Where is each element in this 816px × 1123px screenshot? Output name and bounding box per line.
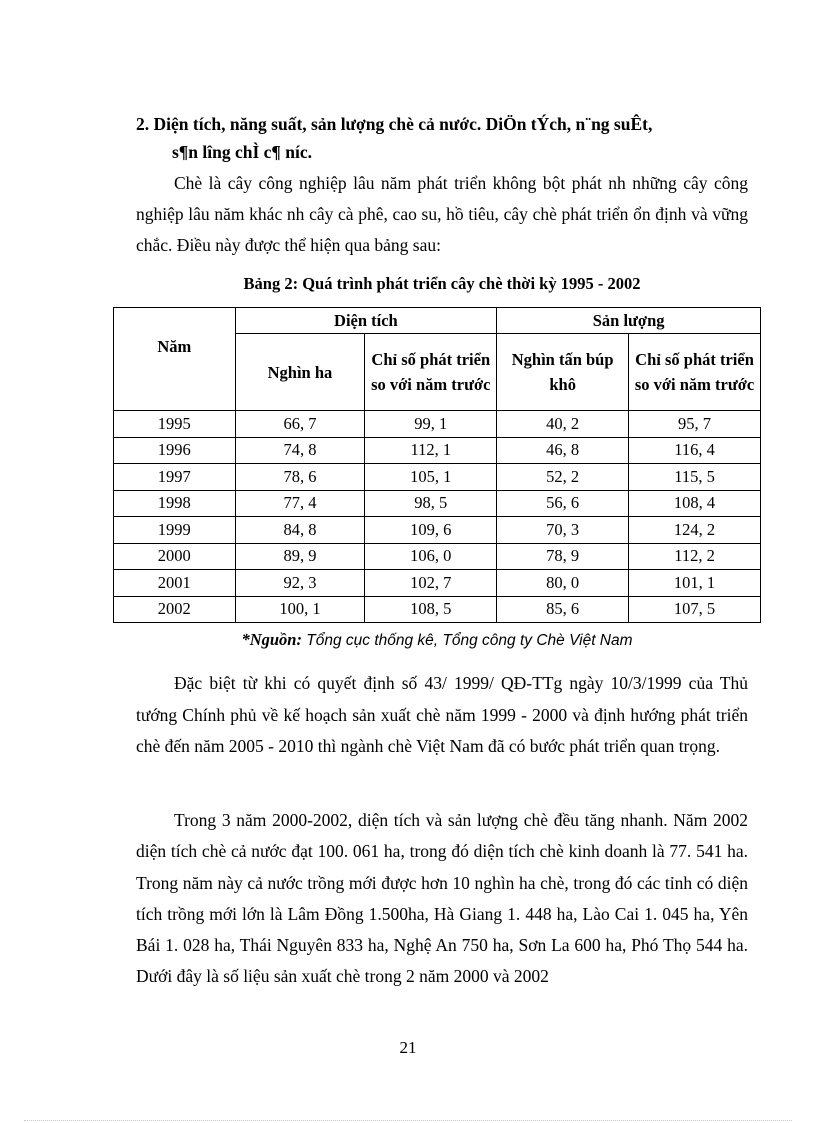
cell-output-index: 108, 4: [629, 490, 761, 517]
source-note: [113, 630, 761, 650]
cell-output: 52, 2: [497, 464, 629, 491]
cell-area: 100, 1: [235, 596, 365, 623]
cell-year: 1996: [114, 437, 236, 464]
table-title: Bảng 2: Quá trình phát triển cây chè thời kỳ 1995 - 2002: [243, 274, 641, 293]
cell-area: 74, 8: [235, 437, 365, 464]
table-row: [114, 596, 761, 623]
table-header-group-row: [114, 308, 761, 334]
cell-year: 1997: [114, 464, 236, 491]
cell-output: 80, 0: [497, 570, 629, 597]
cell-area: 84, 8: [235, 517, 365, 544]
cell-year: 1999: [114, 517, 236, 544]
header-output-value: Nghìn tấn búp khô: [497, 334, 629, 411]
cell-output: 40, 2: [497, 411, 629, 438]
tea-development-table: [113, 307, 761, 623]
section-heading-line2: s¶n lîng chÌ c¶ níc.: [172, 142, 312, 162]
header-area-group: Diện tích: [235, 308, 497, 334]
header-output-group: Sản lượng: [497, 308, 761, 334]
cell-output-index: 115, 5: [629, 464, 761, 491]
header-area-value: Nghìn ha: [235, 334, 365, 411]
cell-output: 56, 6: [497, 490, 629, 517]
cell-output-index: 124, 2: [629, 517, 761, 544]
cell-year: 2002: [114, 596, 236, 623]
cell-year: 1995: [114, 411, 236, 438]
cell-area-index: 109, 6: [365, 517, 497, 544]
source-text: Tổng cục thống kê, Tổng công ty Chè Việt Nam: [301, 632, 633, 649]
cell-area: 66, 7: [235, 411, 365, 438]
header-area-index: Chỉ số phát triển so với năm trước: [365, 334, 497, 411]
table-row: [114, 490, 761, 517]
section-heading-line1: 2. Diện tích, năng suất, sản lượng chè cả nước. DiÖn tÝch, n¨ng suÊt,: [136, 114, 653, 134]
cell-area: 89, 9: [235, 543, 365, 570]
source-label: *Nguồn:: [241, 630, 302, 649]
cell-year: 2001: [114, 570, 236, 597]
growth-paragraph: Trong 3 năm 2000-2002, diện tích và sản lượng chè đều tăng nhanh. Năm 2002 diện tích chè cả nước đạt 100. 061 ha, trong đó diện tích chè kinh doanh là 77. 541 ha. Trong năm này cả nước trồng mới được hơn 10 nghìn ha chè, trong đó các tỉnh có diện tích trồng mới lớn là Lâm Đồng 1.500ha, Hà Giang 1. 448 ha, Lào Cai 1. 045 ha, Yên Bái 1. 028 ha, Thái Nguyên 833 ha, Nghệ An 750 ha, Sơn La 600 ha, Phó Thọ 544 ha. Dưới đây là số liệu sản xuất chè trong 2 năm 2000 và 2002: [136, 810, 748, 987]
cell-output-index: 112, 2: [629, 543, 761, 570]
cell-output-index: 107, 5: [629, 596, 761, 623]
cell-output: 78, 9: [497, 543, 629, 570]
page-number: 21: [399, 1038, 417, 1057]
cell-output: 85, 6: [497, 596, 629, 623]
cell-area-index: 105, 1: [365, 464, 497, 491]
table-row: [114, 464, 761, 491]
table-row: [114, 517, 761, 544]
section-heading: [136, 110, 756, 166]
cell-output-index: 101, 1: [629, 570, 761, 597]
table-row: [114, 411, 761, 438]
special-paragraph: Đặc biệt từ khi có quyết định số 43/ 1999/ QĐ-TTg ngày 10/3/1999 của Thủ tướng Chính phủ về kế hoạch sản xuất chè năm 1999 - 2000 và định hướng phát triển chè đến năm 2005 - 2010 thì ngành chè Việt Nam đã có bước phát triển quan trọng.: [136, 673, 748, 756]
cell-year: 1998: [114, 490, 236, 517]
cell-area: 77, 4: [235, 490, 365, 517]
cell-area-index: 102, 7: [365, 570, 497, 597]
cell-area-index: 99, 1: [365, 411, 497, 438]
cell-year: 2000: [114, 543, 236, 570]
page-bottom-rule: [24, 1120, 792, 1121]
cell-output: 46, 8: [497, 437, 629, 464]
cell-area-index: 98, 5: [365, 490, 497, 517]
cell-area-index: 106, 0: [365, 543, 497, 570]
table-row: [114, 570, 761, 597]
cell-area: 78, 6: [235, 464, 365, 491]
cell-output: 70, 3: [497, 517, 629, 544]
cell-area-index: 112, 1: [365, 437, 497, 464]
header-output-index: Chỉ số phát triển so với năm trước: [629, 334, 761, 411]
table-body: [114, 411, 761, 623]
table-row: [114, 543, 761, 570]
table-row: [114, 437, 761, 464]
cell-output-index: 95, 7: [629, 411, 761, 438]
cell-area-index: 108, 5: [365, 596, 497, 623]
cell-area: 92, 3: [235, 570, 365, 597]
cell-output-index: 116, 4: [629, 437, 761, 464]
header-year: Năm: [114, 308, 236, 411]
intro-paragraph: Chè là cây công nghiệp lâu năm phát triển không bột phát nh những cây công nghiệp lâu năm khác nh cây cà phê, cao su, hồ tiêu, cây chè phát triển ổn định và vững chắc. Điều này được thể hiện qua bảng sau:: [136, 173, 748, 255]
